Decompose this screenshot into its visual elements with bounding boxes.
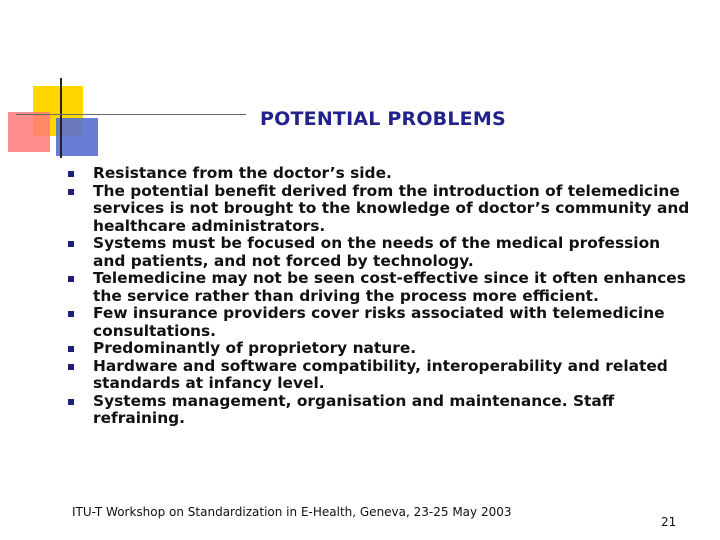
horizontal-rule: [16, 114, 246, 115]
square-bullet-icon: [68, 276, 74, 282]
bullet-text: Resistance from the doctor’s side.: [93, 164, 392, 182]
corner-squares-logo: [0, 0, 130, 170]
bullet-item: [68, 183, 693, 236]
square-bullet-icon: [68, 241, 74, 247]
bullet-text: Hardware and software compatibility, interoperability and related standards at infancy level.: [93, 356, 668, 392]
page-number: 21: [661, 515, 677, 529]
bullet-item: [68, 393, 693, 428]
square-bullet-icon: [68, 189, 74, 195]
footer-text: ITU-T Workshop on Standardization in E-Health, Geneva, 23-25 May 2003: [72, 505, 512, 519]
bullet-item: [68, 165, 693, 183]
bullet-text: Predominantly of proprietory nature.: [93, 339, 417, 357]
bullet-text: Systems must be focused on the needs of the medical profession and patients, and not forced by technology.: [93, 234, 661, 270]
bullet-item: [68, 235, 693, 270]
bullet-text: Systems management, organisation and maintenance. Staff refraining.: [93, 391, 615, 427]
slide-title: POTENTIAL PROBLEMS: [260, 108, 506, 130]
blue-square-decoration: [56, 118, 98, 156]
bullet-list: [68, 165, 693, 428]
bullet-item: [68, 270, 693, 305]
bullet-item: [68, 358, 693, 393]
square-bullet-icon: [68, 311, 74, 317]
vertical-rule: [60, 78, 62, 158]
bullet-item: [68, 340, 693, 358]
square-bullet-icon: [68, 399, 74, 405]
bullet-text: Few insurance providers cover risks associated with telemedicine consultations.: [93, 304, 665, 340]
square-bullet-icon: [68, 364, 74, 370]
bullet-item: [68, 305, 693, 340]
square-bullet-icon: [68, 346, 74, 352]
bullet-text: The potential benefit derived from the introduction of telemedicine services is not brought to the knowledge of doctor’s community and healthcare administrators.: [93, 181, 690, 235]
bullet-text: Telemedicine may not be seen cost-effective since it often enhances the service rather than driving the process more efficient.: [93, 269, 686, 305]
red-square-decoration: [8, 112, 50, 152]
square-bullet-icon: [68, 171, 74, 177]
